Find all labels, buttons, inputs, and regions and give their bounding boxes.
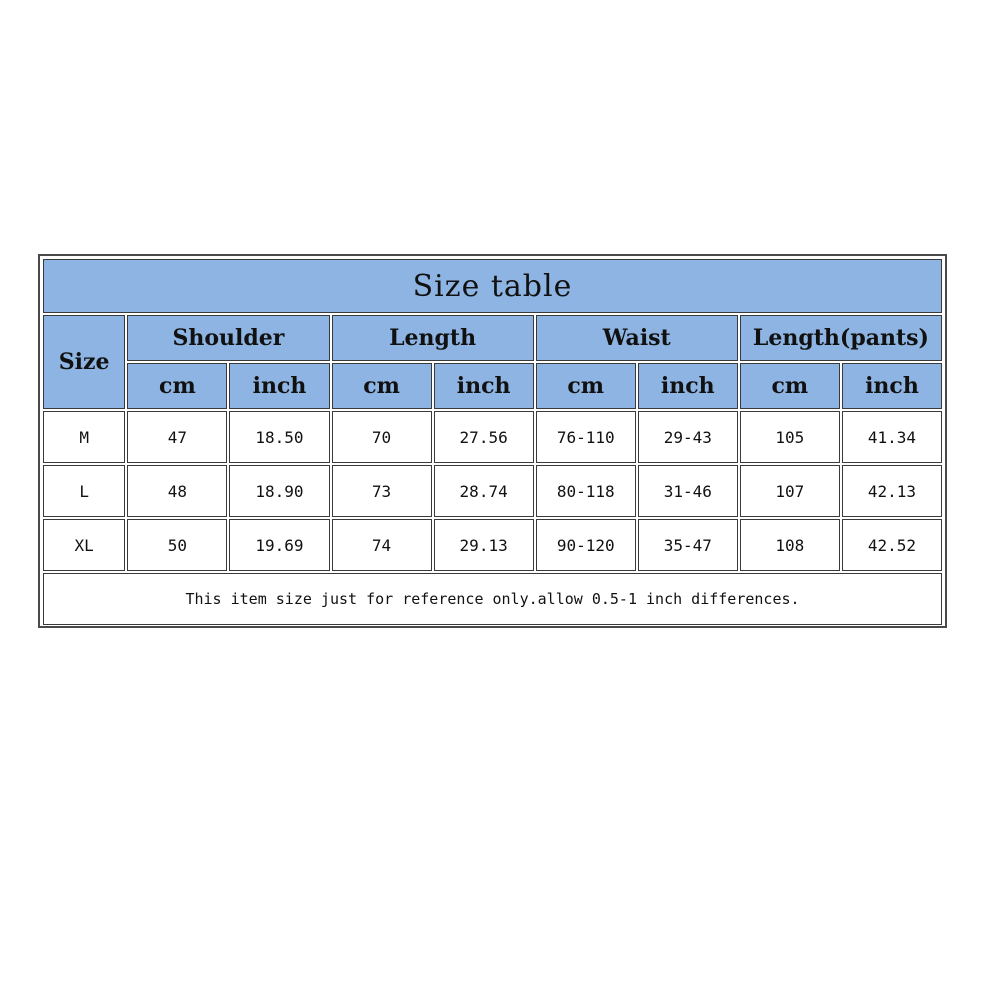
table-cell: 28.74: [434, 465, 534, 517]
unit-header: cm: [536, 363, 636, 409]
table-cell: 35-47: [638, 519, 738, 571]
table-cell: 19.69: [229, 519, 329, 571]
table-cell: 48: [127, 465, 227, 517]
table-cell: 76-110: [536, 411, 636, 463]
table-cell: 42.13: [842, 465, 942, 517]
table-row: [43, 519, 942, 571]
table-cell: 29-43: [638, 411, 738, 463]
table-cell: 107: [740, 465, 840, 517]
table-cell: 18.90: [229, 465, 329, 517]
table-cell: 41.34: [842, 411, 942, 463]
unit-header: inch: [842, 363, 942, 409]
unit-header: inch: [229, 363, 329, 409]
table-cell: 73: [332, 465, 432, 517]
size-label: M: [43, 411, 125, 463]
table-cell: 80-118: [536, 465, 636, 517]
table-row: [43, 411, 942, 463]
table-cell: 90-120: [536, 519, 636, 571]
size-table-frame: [38, 254, 947, 628]
waist-header: Waist: [536, 315, 738, 361]
pants-length-header: Length(pants): [740, 315, 942, 361]
reference-note: This item size just for reference only.allow 0.5-1 inch differences.: [43, 573, 942, 625]
table-title: Size table: [43, 259, 942, 313]
size-table: [41, 257, 944, 627]
table-cell: 74: [332, 519, 432, 571]
unit-header: cm: [332, 363, 432, 409]
size-label: L: [43, 465, 125, 517]
table-cell: 18.50: [229, 411, 329, 463]
table-cell: 108: [740, 519, 840, 571]
unit-header: cm: [127, 363, 227, 409]
table-cell: 105: [740, 411, 840, 463]
unit-header: inch: [434, 363, 534, 409]
size-column-header: Size: [43, 315, 125, 409]
length-header: Length: [332, 315, 534, 361]
table-cell: 27.56: [434, 411, 534, 463]
unit-header: inch: [638, 363, 738, 409]
table-cell: 42.52: [842, 519, 942, 571]
table-cell: 31-46: [638, 465, 738, 517]
shoulder-header: Shoulder: [127, 315, 329, 361]
table-cell: 47: [127, 411, 227, 463]
table-cell: 70: [332, 411, 432, 463]
table-row: [43, 465, 942, 517]
unit-header: cm: [740, 363, 840, 409]
size-label: XL: [43, 519, 125, 571]
table-cell: 29.13: [434, 519, 534, 571]
table-cell: 50: [127, 519, 227, 571]
